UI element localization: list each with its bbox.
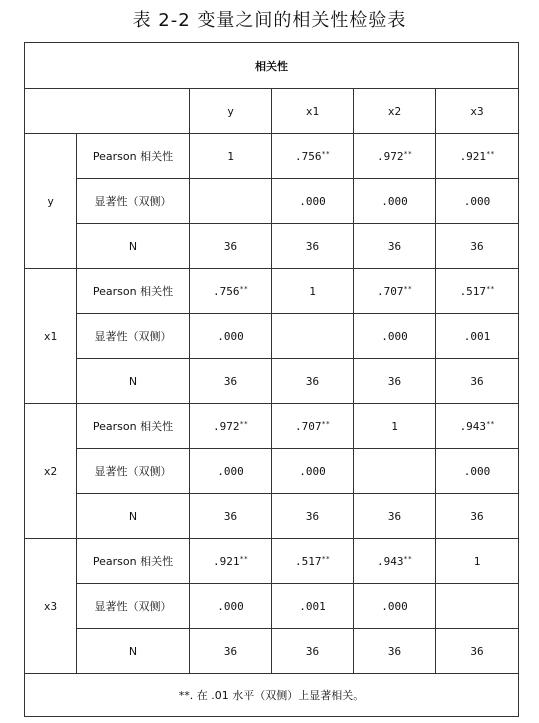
statistic-label: 显著性（双侧） — [77, 179, 190, 224]
pearson-cell — [436, 134, 519, 179]
n-cell: 36 — [436, 494, 519, 539]
significance-marker: ** — [486, 149, 495, 158]
significance-cell: .000 — [190, 584, 272, 629]
correlation-value: 1 — [391, 419, 398, 433]
table-row — [25, 314, 519, 359]
significance-cell: .000 — [436, 179, 519, 224]
n-cell: 36 — [272, 224, 354, 269]
significance-marker: ** — [239, 284, 248, 293]
significance-cell: .000 — [272, 179, 354, 224]
table-body — [25, 134, 519, 674]
correlation-value: .921 — [213, 554, 240, 568]
n-cell: 36 — [272, 629, 354, 674]
correlation-value: 1 — [473, 554, 481, 568]
n-cell: 36 — [190, 629, 272, 674]
statistic-label: Pearson 相关性 — [77, 404, 190, 449]
table-row — [25, 134, 519, 179]
n-cell: 36 — [354, 359, 436, 404]
significance-marker: ** — [403, 149, 412, 158]
row-variable-label: x1 — [25, 269, 77, 404]
pearson-cell — [436, 539, 519, 584]
pearson-cell — [354, 134, 436, 179]
table-caption: 表 2-2 变量之间的相关性检验表 — [132, 10, 407, 31]
pearson-cell — [272, 539, 354, 584]
pearson-cell — [272, 134, 354, 179]
significance-cell: .000 — [272, 449, 354, 494]
significance-marker: ** — [486, 284, 495, 293]
statistic-label: Pearson 相关性 — [77, 134, 190, 179]
significance-marker: ** — [486, 419, 495, 428]
table-row — [25, 449, 519, 494]
statistic-label: 显著性（双侧） — [77, 449, 190, 494]
significance-cell: .000 — [354, 314, 436, 359]
statistic-label: Pearson 相关性 — [77, 269, 190, 314]
correlation-value: .707 — [295, 419, 322, 433]
significance-cell — [272, 314, 354, 359]
correlation-value: .517 — [459, 284, 487, 298]
significance-cell: .001 — [272, 584, 354, 629]
statistic-label: N — [77, 359, 190, 404]
correlation-value: 1 — [227, 149, 234, 163]
table-title: 相关性 — [25, 43, 519, 89]
pearson-cell — [190, 134, 272, 179]
significance-marker: ** — [321, 554, 330, 563]
significance-cell: .000 — [354, 584, 436, 629]
significance-marker: ** — [239, 419, 248, 428]
n-cell: 36 — [354, 629, 436, 674]
n-cell: 36 — [436, 359, 519, 404]
significance-cell: .000 — [354, 179, 436, 224]
n-cell: 36 — [436, 224, 519, 269]
significance-cell: .000 — [190, 314, 272, 359]
table-row — [25, 269, 519, 314]
corner-cell — [25, 89, 190, 134]
significance-cell: .000 — [190, 449, 272, 494]
correlation-table — [24, 42, 519, 717]
pearson-cell — [436, 269, 519, 314]
significance-cell — [436, 584, 519, 629]
statistic-label: Pearson 相关性 — [77, 539, 190, 584]
n-cell: 36 — [190, 224, 272, 269]
table-row — [25, 224, 519, 269]
pearson-cell — [354, 269, 436, 314]
correlation-value: .943 — [459, 419, 487, 433]
significance-marker: ** — [321, 149, 330, 158]
row-variable-label: y — [25, 134, 77, 269]
n-cell: 36 — [272, 359, 354, 404]
significance-marker: ** — [239, 554, 248, 563]
significance-cell — [190, 179, 272, 224]
n-cell: 36 — [190, 359, 272, 404]
correlation-value: .972 — [377, 149, 404, 163]
n-cell: 36 — [354, 494, 436, 539]
column-header-x2: x2 — [354, 89, 436, 134]
n-cell: 36 — [272, 494, 354, 539]
table-row — [25, 404, 519, 449]
correlation-value: .756 — [295, 149, 322, 163]
statistic-label: N — [77, 629, 190, 674]
table-row — [25, 179, 519, 224]
table-row — [25, 494, 519, 539]
table-row — [25, 359, 519, 404]
correlation-value: 1 — [309, 284, 316, 298]
pearson-cell — [190, 404, 272, 449]
correlation-value: .921 — [459, 149, 487, 163]
pearson-cell — [354, 539, 436, 584]
n-cell: 36 — [354, 224, 436, 269]
pearson-cell — [436, 404, 519, 449]
correlation-value: .943 — [377, 554, 404, 568]
table-row — [25, 629, 519, 674]
correlation-value: .756 — [213, 284, 240, 298]
statistic-label: N — [77, 494, 190, 539]
table-row — [25, 539, 519, 584]
significance-marker: ** — [403, 284, 412, 293]
correlation-value: .707 — [377, 284, 404, 298]
pearson-cell — [354, 404, 436, 449]
column-header-x3: x3 — [436, 89, 519, 134]
statistic-label: N — [77, 224, 190, 269]
significance-marker: ** — [321, 419, 330, 428]
significance-cell: .001 — [436, 314, 519, 359]
pearson-cell — [190, 539, 272, 584]
n-cell: 36 — [436, 629, 519, 674]
table-row — [25, 584, 519, 629]
row-variable-label: x2 — [25, 404, 77, 539]
pearson-cell — [272, 404, 354, 449]
significance-cell: .000 — [436, 449, 519, 494]
significance-cell — [354, 449, 436, 494]
column-header-y: y — [190, 89, 272, 134]
correlation-value: .972 — [213, 419, 240, 433]
column-header-x1: x1 — [272, 89, 354, 134]
row-variable-label: x3 — [25, 539, 77, 674]
pearson-cell — [272, 269, 354, 314]
correlation-value: .517 — [295, 554, 322, 568]
statistic-label: 显著性（双侧） — [77, 314, 190, 359]
pearson-cell — [190, 269, 272, 314]
n-cell: 36 — [190, 494, 272, 539]
statistic-label: 显著性（双侧） — [77, 584, 190, 629]
significance-marker: ** — [403, 554, 412, 563]
table-footnote: **. 在 .01 水平（双侧）上显著相关。 — [25, 674, 519, 717]
